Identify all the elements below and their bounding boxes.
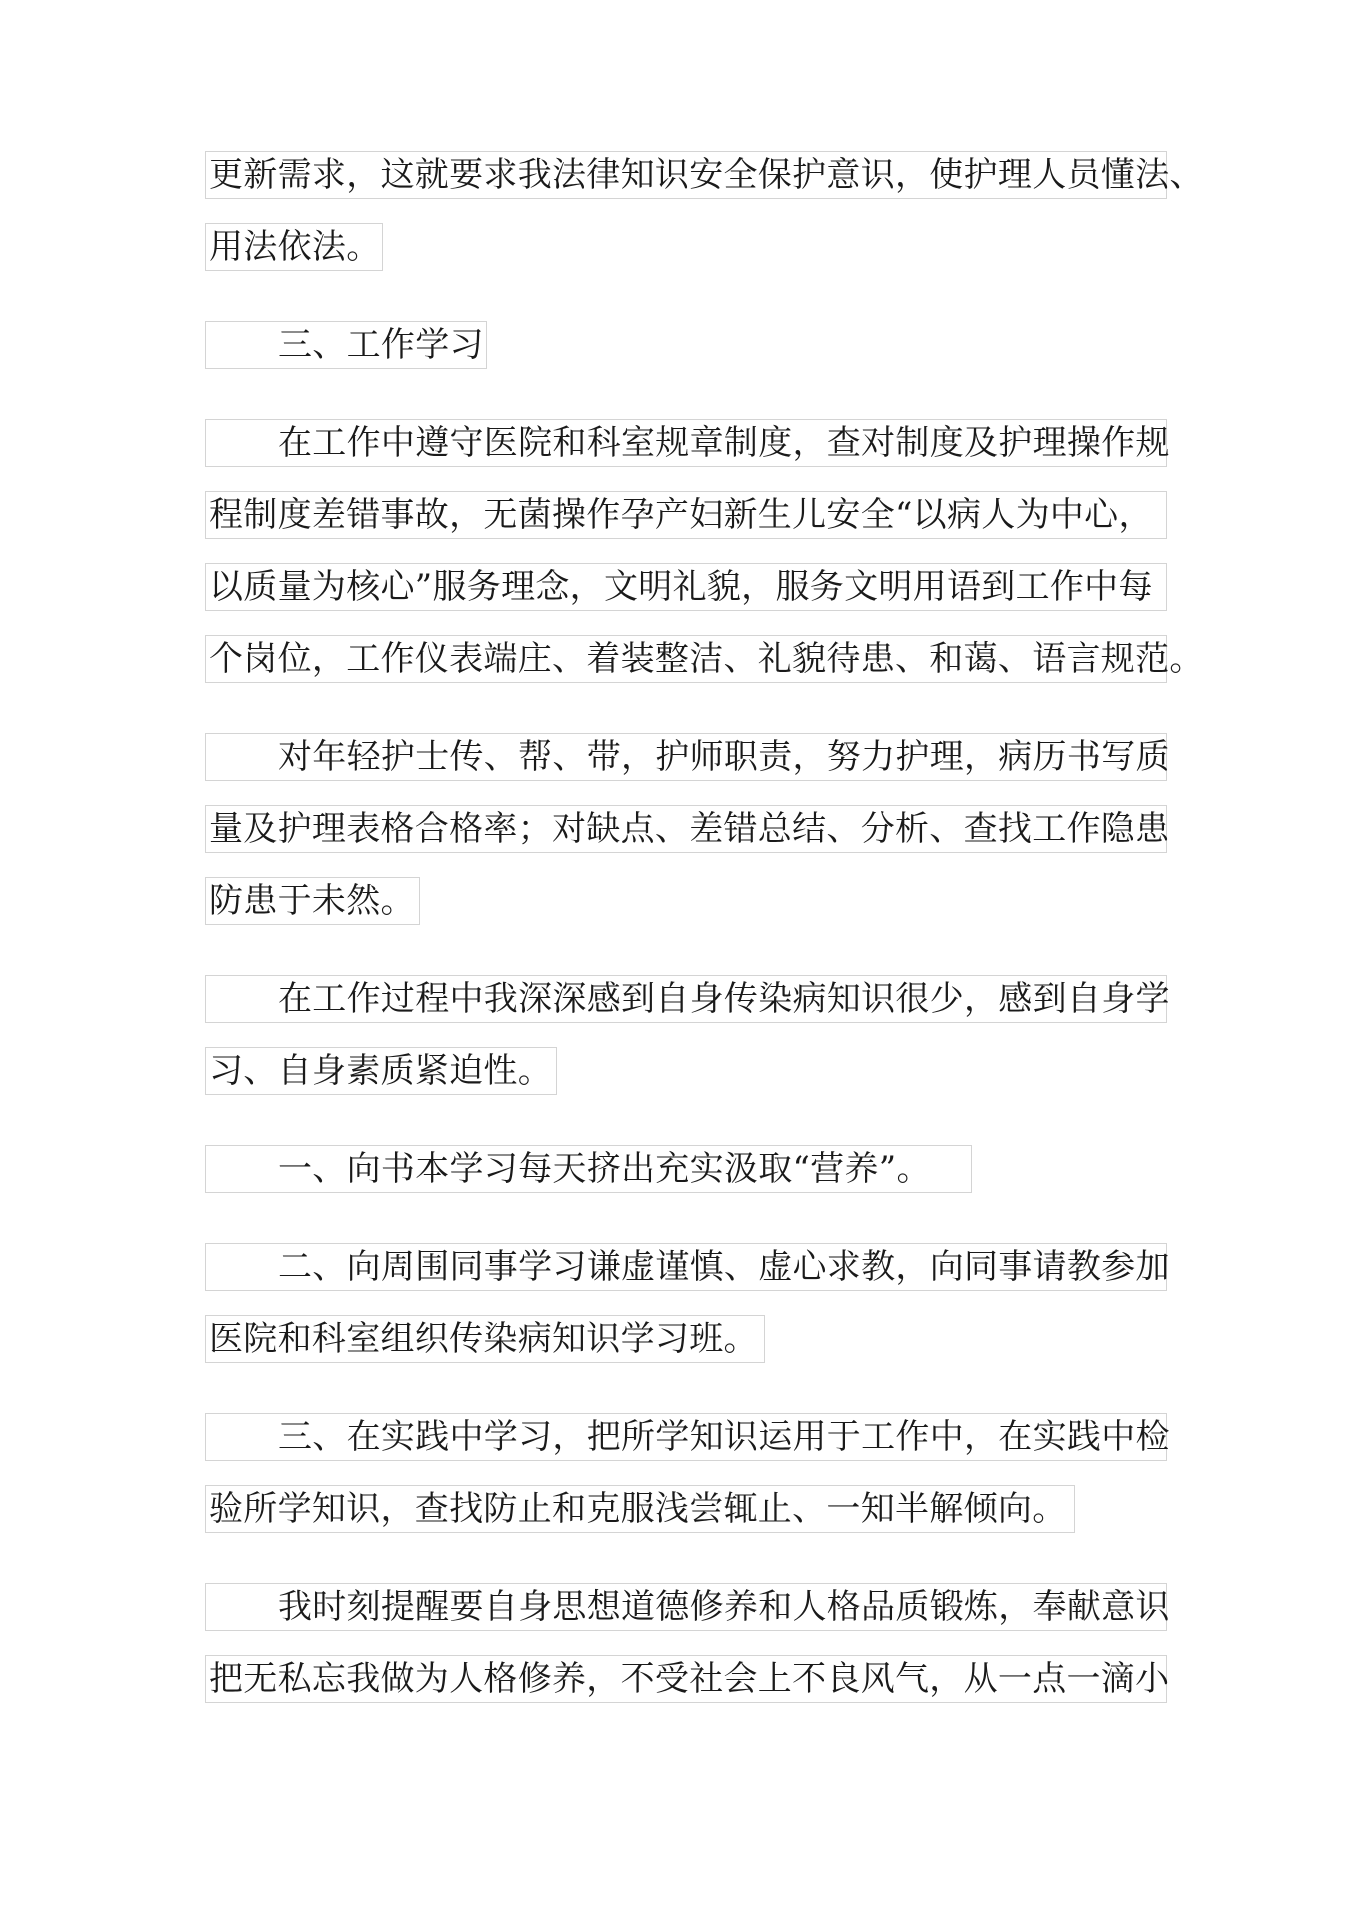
text-line: 在工作过程中我深深感到自身传染病知识很少，感到自身学 <box>205 975 1167 1023</box>
text-line: 量及护理表格合格率；对缺点、差错总结、分析、查找工作隐患 <box>205 805 1167 853</box>
section-heading: 三、工作学习 <box>205 321 487 369</box>
list-item: 一、向书本学习每天挤出充实汲取“营养”。 <box>205 1145 972 1193</box>
text-line: 把无私忘我做为人格修养，不受社会上不良风气，从一点一滴小 <box>205 1655 1167 1703</box>
list-item: 三、在实践中学习，把所学知识运用于工作中，在实践中检 <box>205 1413 1167 1461</box>
text-line: 以质量为核心”服务理念，文明礼貌，服务文明用语到工作中每 <box>205 563 1167 611</box>
text-line: 程制度差错事故，无菌操作孕产妇新生儿安全“以病人为中心， <box>205 491 1167 539</box>
text-line: 更新需求，这就要求我法律知识安全保护意识，使护理人员懂法、 <box>205 151 1167 199</box>
text-line: 医院和科室组织传染病知识学习班。 <box>205 1315 765 1363</box>
text-line: 防患于未然。 <box>205 877 420 925</box>
text-line: 我时刻提醒要自身思想道德修养和人格品质锻炼，奉献意识 <box>205 1583 1167 1631</box>
text-line: 在工作中遵守医院和科室规章制度，查对制度及护理操作规 <box>205 419 1167 467</box>
text-line: 习、自身素质紧迫性。 <box>205 1047 557 1095</box>
text-line: 对年轻护士传、帮、带，护师职责，努力护理，病历书写质 <box>205 733 1167 781</box>
text-line: 验所学知识，查找防止和克服浅尝辄止、一知半解倾向。 <box>205 1485 1075 1533</box>
text-line: 用法依法。 <box>205 223 383 271</box>
text-line: 个岗位，工作仪表端庄、着装整洁、礼貌待患、和蔼、语言规范。 <box>205 635 1167 683</box>
list-item: 二、向周围同事学习谦虚谨慎、虚心求教，向同事请教参加 <box>205 1243 1167 1291</box>
